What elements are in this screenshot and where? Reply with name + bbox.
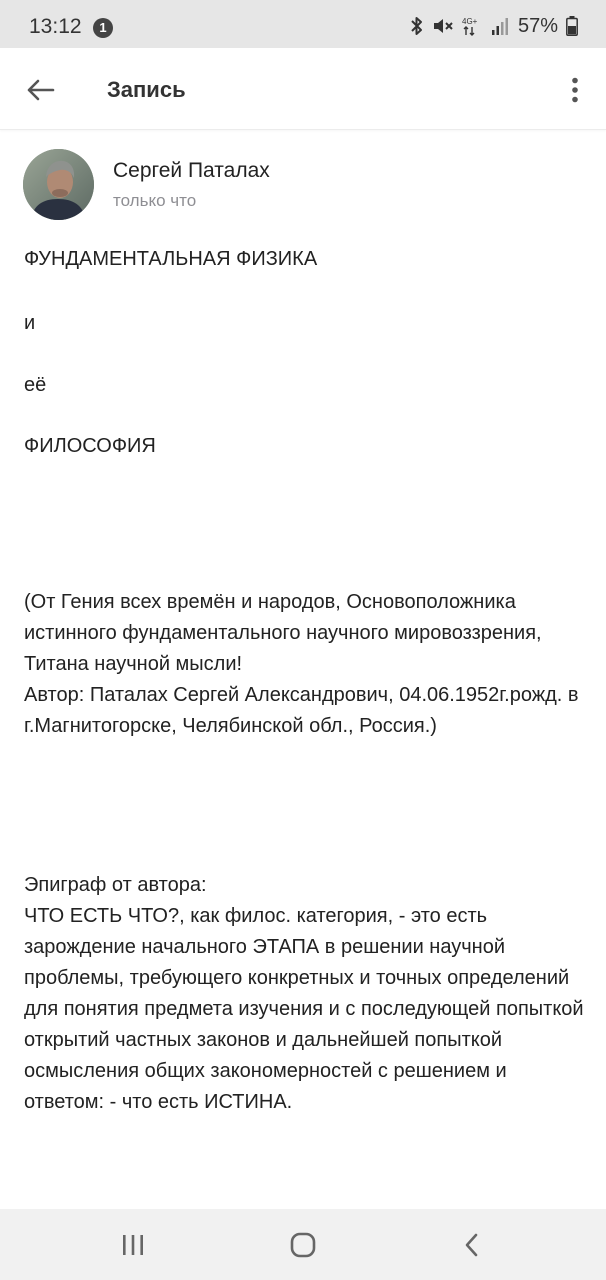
post-paragraph: ФИЛОСОФИЯ [24, 435, 156, 457]
post-paragraph: ФУНДАМЕНТАЛЬНАЯ ФИЗИКА [24, 248, 318, 270]
back-button[interactable] [22, 72, 58, 108]
post-paragraph: и [24, 312, 36, 334]
battery-icon [566, 16, 578, 36]
avatar-photo [23, 149, 94, 220]
bluetooth-icon [410, 16, 424, 36]
post-paragraph: Эпиграф от автора: ЧТО ЕСТЬ ЧТО?, как филос. категория, - это есть зарождение начального ЭТАПА в решении научной проблемы, требующего конкретных и точных определений для понятия предмета изучения и с последующей попыткой открытий частных законов и дальнейшей попыткой осмысления общих закономерностей с решением и ответом: - что есть ИСТИНА. [24, 874, 584, 1113]
more-vertical-icon [571, 77, 579, 103]
status-icons [410, 14, 578, 38]
network-icon [462, 15, 484, 37]
svg-text:4G+: 4G+ [461, 17, 478, 26]
system-navigation-bar [0, 1209, 606, 1280]
battery-percent: 57% [517, 14, 558, 37]
chevron-left-icon [463, 1232, 481, 1258]
author-avatar[interactable] [23, 149, 94, 220]
recent-apps-button[interactable] [113, 1227, 153, 1263]
system-back-button[interactable] [452, 1227, 492, 1263]
status-time: 13:12 [29, 15, 82, 38]
status-bar [0, 0, 606, 48]
app-bar [0, 48, 606, 130]
author-name[interactable]: Сергей Паталах [113, 159, 270, 182]
mute-icon [432, 16, 454, 36]
home-button[interactable] [283, 1227, 323, 1263]
post-paragraph: её [24, 374, 47, 396]
notification-badge: 1 [93, 18, 113, 38]
post-timestamp: только что [113, 191, 197, 210]
signal-icon [492, 17, 508, 35]
recents-icon [120, 1233, 146, 1257]
more-options-button[interactable] [562, 72, 588, 108]
arrow-left-icon [25, 78, 55, 102]
page-title: Запись [107, 77, 186, 102]
home-icon [290, 1232, 316, 1258]
post-paragraph: (От Гения всех времён и народов, Основоположника истинного фундаментального научного мировоззрения, Титана научной мысли! Автор: Паталах Сергей Александрович, 04.06.1952г.рожд. в г.Магнитогорске, Челябинской обл., Россия.) [24, 591, 579, 737]
